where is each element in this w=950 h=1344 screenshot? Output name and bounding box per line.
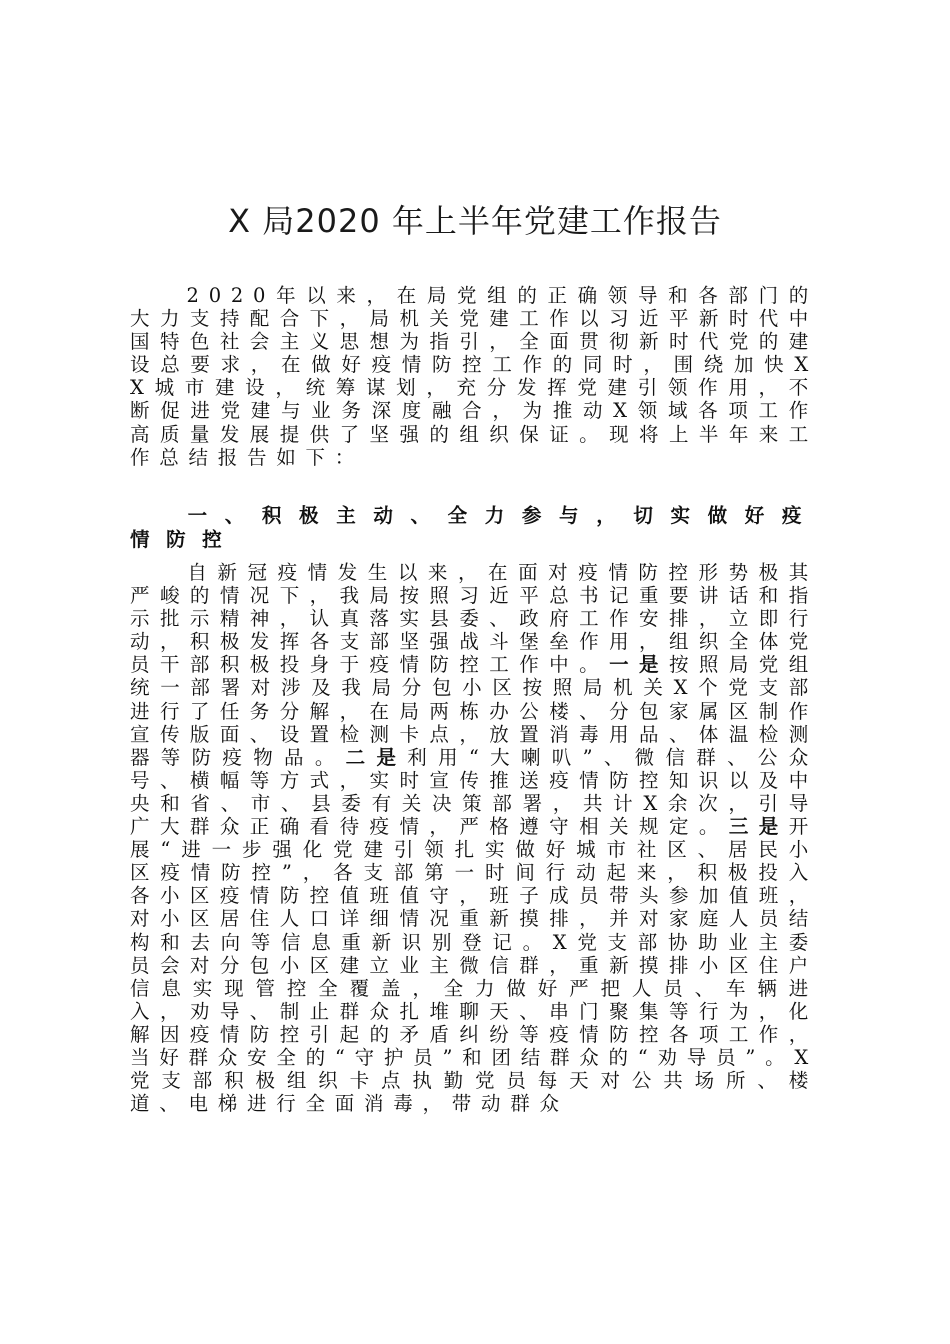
section-1-text-part4: 开展“进一步强化党建引领扎实做好城市社区、居民小区疫情防控”，各支部第一时间行动起来，积极投入各小区疫情防控值班值守，班子成员带头参加值班，对小区居住人口详细情况重新摸排，并对家庭人员结构和去向等信息重新识别登记。X党支部协助业主委员会对分包小区建立业主微信群，重新摸排小区住户信息实现管控全覆盖，全力做好严把人员、车辆进入，劝导、制止群众扎堆聊天、串门聚集等行为，化解因疫情防控引起的矛盾纠纷等疫情防控各项工作，当好群众安全的“守护员”和团结群众的“劝导员”。X党支部积极组织卡点执勤党员每天对公共场所、楼道、电梯进行全面消毒，带动群众: [130, 815, 818, 1116]
label-third: 三是: [728, 815, 789, 839]
section-1-text-part2: 按照局党组统一部署对涉及我局分包小区按照局机关X个党支部进行了任务分解，在局两栋办公楼、分包家属区制作宣传版面、设置检测卡点，放置消毒用品、体温检测器等防疫物品。: [130, 653, 818, 769]
label-first: 一是: [609, 653, 669, 677]
section-heading-1-text: 一、积极主动、全力参与，切实做好疫情防控: [130, 504, 818, 551]
intro-paragraph: [130, 284, 818, 469]
section-1-text-part3: 利用“大喇叭”、微信群、公众号、横幅等方式，实时宣传推送疫情防控知识以及中央和省、市、县委有关决策部署，共计X余次，引导广大群众正确看待疫情，严格遵守相关规定。: [130, 745, 818, 839]
intro-paragraph-text: 2020年以来，在局党组的正确领导和各部门的大力支持配合下，局机关党建工作以习近平新时代中国特色社会主义思想为指引，全面贯彻新时代党的建设总要求，在做好疫情防控工作的同时，围绕加快XX城市建设，统筹谋划，充分发挥党建引领作用，不断促进党建与业务深度融合，为推动X领域各项工作高质量发展提供了坚强的组织保证。现将上半年来工作总结报告如下：: [130, 284, 818, 469]
section-heading-1: [130, 504, 818, 552]
section-1-paragraph: [130, 561, 818, 1115]
document-title: X 局2020 年上半年党建工作报告: [228, 202, 722, 240]
label-second: 二是: [345, 745, 408, 769]
section-1-text-part1: 自新冠疫情发生以来，在面对疫情防控形势极其严峻的情况下，我局按照习近平总书记重要讲话和指示批示精神，认真落实县委、政府工作安排，立即行动，积极发挥各支部坚强战斗堡垒作用，组织全体党员干部积极投身于疫情防控工作中。: [130, 561, 818, 677]
